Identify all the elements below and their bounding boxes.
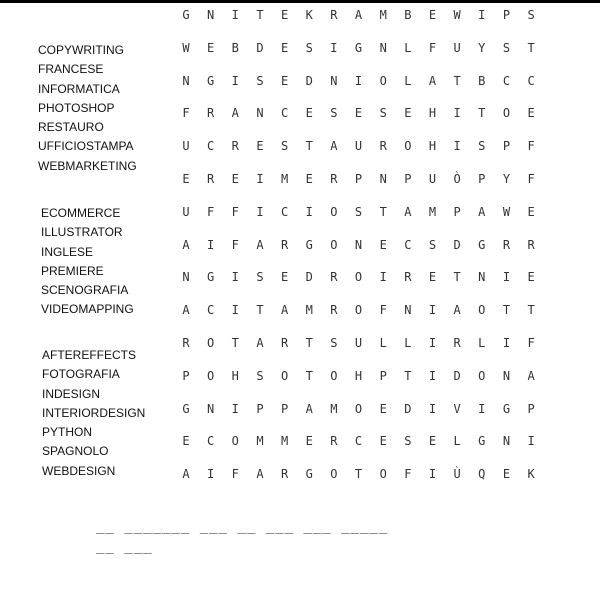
- grid-letter[interactable]: T: [453, 270, 461, 285]
- grid-letter[interactable]: I: [502, 336, 511, 350]
- grid-letter[interactable]: I: [478, 401, 486, 416]
- word-list-item: FRANCESE: [38, 62, 104, 77]
- grid-letter[interactable]: C: [354, 434, 363, 449]
- grid-letter[interactable]: I: [231, 303, 239, 318]
- grid-letter[interactable]: I: [207, 467, 215, 482]
- word-list-1: [38, 41, 137, 176]
- grid-letter[interactable]: P: [478, 172, 486, 186]
- grid-letter[interactable]: A: [256, 467, 264, 482]
- grid-letter[interactable]: L: [404, 73, 412, 88]
- grid-letter[interactable]: R: [453, 336, 461, 350]
- grid-letter[interactable]: G: [207, 270, 215, 285]
- grid-letter[interactable]: I: [256, 172, 264, 186]
- grid-letter[interactable]: E: [404, 106, 412, 121]
- grid-letter[interactable]: L: [404, 40, 412, 55]
- grid-letter[interactable]: T: [453, 73, 461, 88]
- grid-letter[interactable]: D: [453, 368, 461, 383]
- grid-letter[interactable]: T: [305, 368, 313, 383]
- answer-blanks-line-1: __ _______ ___ __ ___ ___ _____: [96, 518, 389, 534]
- grid-letter[interactable]: F: [379, 303, 387, 318]
- grid-letter[interactable]: E: [182, 172, 190, 186]
- grid-letter[interactable]: S: [404, 434, 412, 449]
- grid-letter[interactable]: A: [231, 106, 239, 121]
- grid-letter[interactable]: R: [207, 106, 215, 121]
- grid-letter[interactable]: H: [428, 106, 437, 121]
- word-list-item: INGLESE: [41, 244, 94, 259]
- grid-letter[interactable]: E: [527, 204, 535, 219]
- grid-letter[interactable]: N: [256, 106, 264, 121]
- grid-letter[interactable]: C: [207, 303, 215, 318]
- grid-letter[interactable]: R: [207, 172, 215, 186]
- grid-letter[interactable]: P: [527, 401, 535, 416]
- grid-letter[interactable]: S: [502, 40, 511, 55]
- grid-letter[interactable]: I: [453, 139, 461, 154]
- grid-letter[interactable]: B: [404, 8, 412, 22]
- grid-letter[interactable]: O: [478, 368, 486, 383]
- grid-letter[interactable]: O: [478, 303, 486, 318]
- grid-letter[interactable]: N: [330, 73, 338, 88]
- grid-letter[interactable]: G: [354, 40, 363, 55]
- grid-letter[interactable]: I: [354, 73, 363, 88]
- grid-letter[interactable]: R: [330, 172, 338, 186]
- grid-letter[interactable]: N: [478, 270, 486, 285]
- grid-letter[interactable]: F: [527, 336, 535, 350]
- grid-letter[interactable]: S: [478, 139, 486, 154]
- grid-letter[interactable]: D: [404, 401, 412, 416]
- grid-letter[interactable]: I: [231, 73, 239, 88]
- grid-letter[interactable]: G: [305, 467, 313, 482]
- grid-letter[interactable]: F: [207, 204, 215, 219]
- grid-letter[interactable]: G: [182, 401, 190, 416]
- grid-letter[interactable]: Y: [478, 40, 486, 55]
- grid-letter[interactable]: E: [231, 172, 239, 186]
- grid-letter[interactable]: I: [330, 40, 338, 55]
- grid-letter[interactable]: N: [207, 401, 215, 416]
- grid-letter[interactable]: O: [354, 303, 363, 318]
- grid-letter[interactable]: E: [305, 172, 313, 186]
- grid-letter[interactable]: E: [527, 270, 535, 285]
- grid-letter[interactable]: U: [182, 204, 190, 219]
- grid-letter[interactable]: T: [256, 303, 264, 318]
- grid-letter[interactable]: K: [527, 467, 535, 482]
- grid-letter[interactable]: E: [280, 73, 289, 88]
- grid-letter[interactable]: E: [428, 270, 437, 285]
- grid-letter[interactable]: A: [330, 139, 338, 154]
- grid-letter[interactable]: I: [231, 401, 239, 416]
- grid-letter[interactable]: N: [502, 434, 511, 449]
- grid-letter[interactable]: O: [404, 139, 412, 154]
- grid-letter[interactable]: B: [231, 40, 239, 55]
- grid-letter[interactable]: S: [256, 368, 264, 383]
- grid-letter[interactable]: I: [527, 434, 535, 449]
- word-list-item: VIDEOMAPPING: [41, 302, 134, 317]
- grid-letter[interactable]: S: [428, 237, 437, 252]
- grid-letter[interactable]: T: [305, 336, 313, 350]
- grid-letter[interactable]: C: [280, 204, 289, 219]
- grid-letter[interactable]: W: [182, 40, 190, 55]
- grid-letter[interactable]: I: [428, 467, 437, 482]
- grid-letter[interactable]: F: [231, 204, 239, 219]
- grid-letter[interactable]: T: [231, 336, 239, 350]
- word-list-3: [42, 346, 145, 481]
- grid-letter[interactable]: U: [182, 139, 190, 154]
- grid-letter[interactable]: F: [527, 172, 535, 186]
- word-list-item: FOTOGRAFIA: [42, 367, 120, 382]
- word-list-item: PREMIERE: [41, 263, 104, 278]
- grid-letter[interactable]: N: [354, 237, 363, 252]
- grid-letter[interactable]: A: [428, 73, 437, 88]
- grid-letter[interactable]: R: [280, 336, 289, 350]
- grid-letter[interactable]: C: [502, 73, 511, 88]
- word-list-item: ECOMMERCE: [41, 206, 121, 220]
- grid-letter[interactable]: P: [404, 172, 412, 186]
- grid-letter[interactable]: I: [231, 8, 239, 22]
- grid-letter[interactable]: I: [428, 336, 437, 350]
- grid-letter[interactable]: W: [502, 204, 511, 219]
- grid-letter[interactable]: F: [527, 139, 535, 154]
- grid-letter[interactable]: I: [502, 270, 511, 285]
- top-border: [0, 0, 600, 3]
- word-list-item: COPYWRITING: [38, 43, 124, 57]
- grid-letter[interactable]: O: [330, 467, 338, 482]
- grid-letter[interactable]: R: [280, 467, 289, 482]
- grid-letter[interactable]: C: [207, 139, 215, 154]
- grid-letter[interactable]: N: [379, 172, 387, 186]
- grid-letter[interactable]: U: [354, 336, 363, 350]
- grid-letter[interactable]: T: [502, 303, 511, 318]
- grid-letter[interactable]: N: [207, 8, 215, 22]
- grid-letter[interactable]: G: [502, 401, 511, 416]
- grid-letter[interactable]: M: [256, 434, 264, 449]
- grid-letter[interactable]: A: [182, 467, 190, 482]
- grid-letter[interactable]: H: [428, 139, 437, 154]
- grid-letter[interactable]: S: [256, 73, 264, 88]
- answer-blanks-line-2: __ ___: [96, 538, 153, 554]
- grid-letter[interactable]: R: [280, 237, 289, 252]
- grid-letter[interactable]: D: [256, 40, 264, 55]
- grid-letter[interactable]: G: [478, 434, 486, 449]
- grid-letter[interactable]: A: [527, 368, 535, 383]
- grid-letter[interactable]: A: [305, 401, 313, 416]
- word-list-item: UFFICIOSTAMPA: [38, 139, 134, 154]
- grid-letter[interactable]: U: [453, 40, 461, 55]
- grid-letter[interactable]: I: [478, 8, 486, 22]
- word-list-item: SPAGNOLO: [42, 444, 109, 459]
- grid-letter[interactable]: C: [404, 237, 412, 252]
- grid-letter[interactable]: S: [330, 336, 338, 350]
- grid-letter[interactable]: E: [502, 467, 511, 482]
- grid-letter[interactable]: I: [453, 106, 461, 121]
- grid-letter[interactable]: T: [305, 139, 313, 154]
- grid-letter[interactable]: W: [453, 8, 461, 22]
- grid-letter[interactable]: S: [379, 106, 387, 121]
- grid-letter[interactable]: O: [330, 204, 338, 219]
- grid-letter[interactable]: I: [379, 270, 387, 285]
- word-list-item: INDESIGN: [42, 386, 101, 401]
- grid-letter[interactable]: L: [379, 336, 387, 350]
- grid-letter[interactable]: I: [207, 237, 215, 252]
- grid-letter[interactable]: N: [379, 40, 387, 55]
- grid-letter[interactable]: G: [207, 73, 215, 88]
- grid-letter[interactable]: T: [354, 467, 363, 482]
- grid-letter[interactable]: E: [256, 139, 264, 154]
- grid-letter[interactable]: E: [207, 40, 215, 55]
- grid-letter[interactable]: L: [404, 336, 412, 350]
- grid-letter[interactable]: S: [527, 8, 535, 22]
- grid-letter[interactable]: P: [453, 204, 461, 219]
- word-list-item: WEBMARKETING: [38, 158, 137, 173]
- word-list-item: SCENOGRAFIA: [41, 283, 129, 298]
- grid-letter[interactable]: O: [231, 434, 239, 449]
- grid-letter[interactable]: Ù: [453, 467, 461, 482]
- grid-letter[interactable]: F: [182, 106, 190, 121]
- grid-letter[interactable]: B: [478, 73, 486, 88]
- grid-letter[interactable]: V: [453, 401, 461, 416]
- grid-letter[interactable]: S: [330, 106, 338, 121]
- grid-letter[interactable]: A: [256, 237, 264, 252]
- grid-letter[interactable]: H: [231, 368, 239, 383]
- grid-letter[interactable]: N: [502, 368, 511, 383]
- grid-letter[interactable]: G: [305, 237, 313, 252]
- grid-letter[interactable]: S: [305, 40, 313, 55]
- grid-letter[interactable]: T: [379, 204, 387, 219]
- word-list-item: PHOTOSHOP: [38, 100, 115, 115]
- word-list-item: INTERIORDESIGN: [42, 405, 146, 420]
- grid-letter[interactable]: R: [330, 303, 338, 318]
- grid-letter[interactable]: L: [478, 336, 486, 350]
- grid-letter[interactable]: A: [478, 204, 486, 219]
- grid-letter[interactable]: S: [256, 270, 264, 285]
- grid-letter[interactable]: N: [182, 270, 190, 285]
- grid-letter[interactable]: R: [330, 8, 338, 22]
- grid-letter[interactable]: F: [231, 467, 239, 482]
- grid-letter[interactable]: M: [280, 434, 289, 449]
- grid-letter[interactable]: U: [354, 139, 363, 154]
- grid-letter[interactable]: F: [231, 237, 239, 252]
- grid-letter[interactable]: A: [182, 237, 190, 252]
- word-list-item: PYTHON: [42, 425, 93, 440]
- grid-letter[interactable]: N: [404, 303, 412, 318]
- grid-letter[interactable]: N: [182, 73, 190, 88]
- grid-letter[interactable]: C: [207, 434, 215, 449]
- grid-letter[interactable]: P: [379, 368, 387, 383]
- grid-letter[interactable]: P: [354, 172, 363, 186]
- grid-letter[interactable]: T: [527, 40, 535, 55]
- grid-letter[interactable]: F: [428, 40, 437, 55]
- word-list-item: ILLUSTRATOR: [41, 225, 123, 240]
- grid-letter[interactable]: O: [502, 106, 511, 121]
- word-list-item: RESTAURO: [38, 120, 104, 135]
- grid-letter[interactable]: O: [354, 401, 363, 416]
- grid-letter[interactable]: I: [428, 401, 437, 416]
- grid-letter[interactable]: R: [502, 237, 511, 252]
- grid-letter[interactable]: I: [428, 303, 437, 318]
- grid-letter[interactable]: M: [379, 8, 387, 22]
- grid-letter[interactable]: M: [305, 303, 313, 318]
- grid-letter[interactable]: E: [182, 434, 190, 449]
- grid-letter[interactable]: G: [478, 237, 486, 252]
- grid-letter[interactable]: L: [453, 434, 461, 449]
- grid-letter[interactable]: F: [404, 467, 412, 482]
- word-list-2: [41, 204, 134, 320]
- grid-letter[interactable]: T: [404, 368, 412, 383]
- grid-letter[interactable]: O: [379, 73, 387, 88]
- grid-letter[interactable]: D: [453, 237, 461, 252]
- grid-letter[interactable]: E: [527, 106, 535, 121]
- grid-letter[interactable]: I: [428, 368, 437, 383]
- grid-letter[interactable]: E: [379, 401, 387, 416]
- grid-letter[interactable]: K: [305, 8, 313, 22]
- grid-letter[interactable]: Ò: [453, 172, 461, 186]
- grid-letter[interactable]: D: [305, 73, 313, 88]
- grid-letter[interactable]: R: [182, 336, 190, 350]
- grid-letter[interactable]: O: [280, 368, 289, 383]
- grid-letter[interactable]: E: [379, 237, 387, 252]
- grid-letter[interactable]: P: [280, 401, 289, 416]
- grid-letter[interactable]: P: [502, 8, 511, 22]
- grid-letter[interactable]: O: [379, 467, 387, 482]
- grid-letter[interactable]: E: [280, 40, 289, 55]
- grid-letter[interactable]: T: [478, 106, 486, 121]
- grid-letter[interactable]: G: [182, 8, 190, 22]
- grid-letter[interactable]: A: [280, 303, 289, 318]
- grid-letter[interactable]: D: [305, 270, 313, 285]
- grid-letter[interactable]: T: [256, 8, 264, 22]
- grid-letter[interactable]: E: [305, 106, 313, 121]
- grid-letter[interactable]: R: [404, 270, 412, 285]
- grid-letter[interactable]: I: [256, 204, 264, 219]
- grid-letter[interactable]: I: [231, 270, 239, 285]
- grid-letter[interactable]: S: [280, 139, 289, 154]
- grid-letter[interactable]: A: [182, 303, 190, 318]
- grid-letter[interactable]: S: [354, 204, 363, 219]
- grid-letter[interactable]: O: [330, 368, 338, 383]
- grid-letter[interactable]: E: [428, 434, 437, 449]
- grid-letter[interactable]: M: [280, 172, 289, 186]
- grid-letter[interactable]: P: [256, 401, 264, 416]
- grid-letter[interactable]: O: [207, 368, 215, 383]
- grid-letter[interactable]: E: [354, 106, 363, 121]
- grid-letter[interactable]: E: [280, 8, 289, 22]
- grid-letter[interactable]: C: [527, 73, 535, 88]
- word-list-item: AFTEREFFECTS: [42, 348, 137, 362]
- grid-letter[interactable]: Q: [478, 467, 486, 482]
- grid-letter[interactable]: A: [256, 336, 264, 350]
- grid-letter[interactable]: R: [330, 270, 338, 285]
- grid-letter[interactable]: C: [280, 106, 289, 121]
- grid-letter[interactable]: E: [428, 8, 437, 22]
- grid-letter[interactable]: O: [207, 336, 215, 350]
- grid-letter[interactable]: H: [354, 368, 363, 383]
- grid-letter[interactable]: T: [527, 303, 535, 318]
- grid-letter[interactable]: M: [428, 204, 437, 219]
- grid-letter[interactable]: U: [428, 172, 437, 186]
- grid-letter[interactable]: R: [379, 139, 387, 154]
- grid-letter[interactable]: M: [330, 401, 338, 416]
- grid-letter[interactable]: A: [453, 303, 461, 318]
- grid-letter[interactable]: E: [305, 434, 313, 449]
- grid-letter[interactable]: R: [330, 434, 338, 449]
- grid-letter[interactable]: Y: [502, 172, 511, 186]
- grid-letter[interactable]: R: [527, 237, 535, 252]
- grid-letter[interactable]: O: [330, 237, 338, 252]
- grid-letter[interactable]: R: [231, 139, 239, 154]
- grid-letter[interactable]: E: [379, 434, 387, 449]
- grid-letter[interactable]: A: [404, 204, 412, 219]
- grid-letter[interactable]: P: [182, 368, 190, 383]
- grid-letter[interactable]: P: [502, 139, 511, 154]
- grid-letter[interactable]: E: [280, 270, 289, 285]
- grid-letter[interactable]: O: [354, 270, 363, 285]
- grid-letter[interactable]: I: [305, 204, 313, 219]
- word-list-item: INFORMATICA: [38, 81, 120, 96]
- word-list-item: WEBDESIGN: [42, 463, 116, 478]
- grid-letter[interactable]: A: [354, 8, 363, 22]
